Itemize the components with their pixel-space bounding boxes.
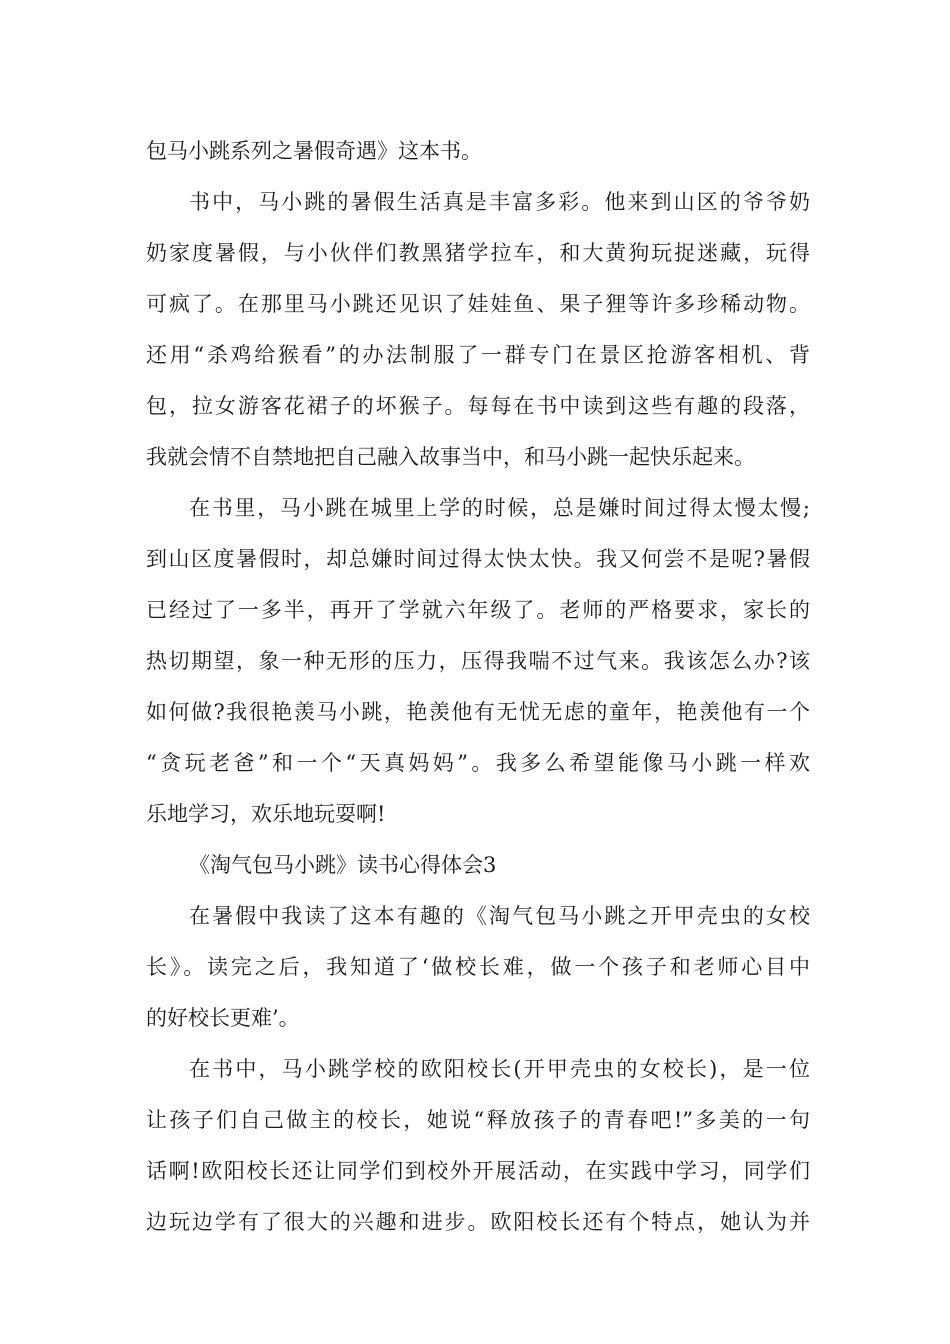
paragraph-start-line: 在书里，马小跳在城里上学的时候，总是嫌时间过得太慢太慢; — [189, 496, 810, 520]
text-line: 我就会情不自禁地把自己融入故事当中，和马小跳一起快乐起来。 — [146, 445, 755, 469]
text-line: “贪玩老爸”和一个“天真妈妈”。我多么希望能像马小跳一样欢 — [146, 751, 810, 775]
paragraph-start-line: 书中，马小跳的暑假生活真是丰富多彩。他来到山区的爷爷奶 — [189, 190, 810, 214]
text-line: 热切期望，象一种无形的压力，压得我喘不过气来。我该怎么办?该 — [146, 649, 810, 673]
text-line: 边玩边学有了很大的兴趣和进步。欧阳校长还有个特点，她认为并 — [146, 1210, 810, 1234]
text-line: 奶家度暑假，与小伙伴们教黑猪学拉车，和大黄狗玩捉迷藏，玩得 — [146, 241, 810, 265]
text-line: 的好校长更难’。 — [146, 1006, 300, 1030]
text-line: 可疯了。在那里马小跳还见识了娃娃鱼、果子狸等许多珍稀动物。 — [146, 292, 810, 316]
text-line: 到山区度暑假时，却总嫌时间过得太快太快。我又何尝不是呢?暑假 — [146, 547, 810, 571]
text-line: 让孩子们自己做主的校长，她说“释放孩子的青春吧!”多美的一句 — [146, 1108, 810, 1132]
text-line: 长》。读完之后，我知道了‘做校长难，做一个孩子和老师心目中 — [146, 955, 810, 979]
text-line: 已经过了一多半，再开了学就六年级了。老师的严格要求，家长的 — [146, 598, 810, 622]
text-line: 包马小跳系列之暑假奇遇》这本书。 — [146, 139, 482, 163]
text-line: 乐地学习，欢乐地玩耍啊! — [146, 802, 386, 826]
text-line: 如何做?我很艳羡马小跳，艳羡他有无忧无虑的童年，艳羡他有一个 — [146, 700, 810, 724]
text-line: 包，拉女游客花裙子的坏猴子。每每在书中读到这些有趣的段落， — [146, 394, 810, 418]
body-text — [146, 126, 810, 1248]
paragraph-start-line: 在书中，马小跳学校的欧阳校长(开甲壳虫的女校长)，是一位 — [189, 1057, 810, 1081]
text-line: 还用“杀鸡给猴看”的办法制服了一群专门在景区抢游客相机、背 — [146, 343, 810, 367]
section-heading: 《淘气包马小跳》读书心得体会3 — [189, 853, 497, 877]
text-line: 话啊!欧阳校长还让同学们到校外开展活动，在实践中学习，同学们 — [146, 1159, 810, 1183]
paragraph-start-line: 在暑假中我读了这本有趣的《淘气包马小跳之开甲壳虫的女校 — [189, 904, 810, 928]
